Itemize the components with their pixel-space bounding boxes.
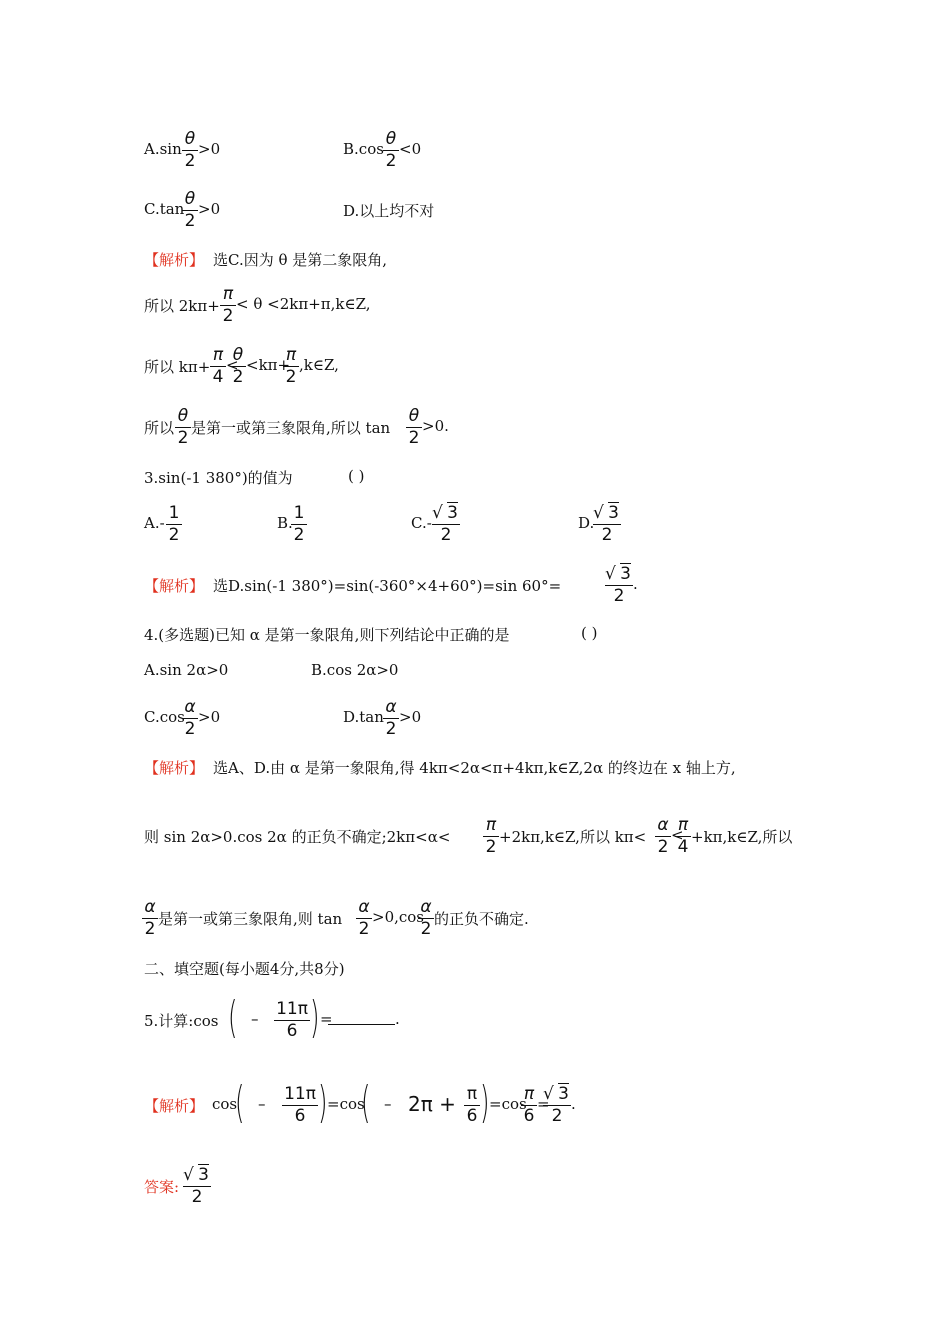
q2-option-a-prefix: A.sin: [144, 140, 182, 158]
q2-solution-text: 所以 kπ+: [144, 358, 211, 376]
fraction-pi-over-2: π 2: [283, 344, 299, 388]
q2-solution-text: 选C.因为 θ 是第二象限角,: [213, 251, 388, 269]
fraction-theta-over-2: θ 2: [182, 128, 198, 172]
answer-paren: ( ): [348, 467, 365, 485]
fraction-1-over-2: 1 2: [166, 502, 182, 546]
answer-blank[interactable]: [328, 1024, 395, 1025]
q4-solution-text: +2kπ,k∈Z,所以 kπ<: [499, 828, 647, 846]
q5-solution-text: cos: [212, 1095, 238, 1113]
q3-option-c: C.-: [411, 514, 432, 532]
q3-solution-text: 选D.sin(-1 380°)=sin(-360°×4+60°)=sin 60°=: [213, 577, 562, 595]
q5-stem: 5.计算:cos: [144, 1012, 219, 1030]
q2-option-c-prefix: C.tan: [144, 200, 185, 218]
q3-solution-end: .: [633, 575, 638, 593]
q4-option-d-prefix: D.tan: [343, 708, 384, 726]
q2-solution-text: 所以 2kπ+: [144, 297, 220, 315]
q5-solution-text: =cos: [327, 1095, 365, 1113]
q4-solution-text: 的正负不确定.: [434, 910, 529, 928]
fraction-theta-over-2: θ 2: [406, 405, 422, 449]
fraction-alpha-over-2: α 2: [418, 896, 434, 940]
q3-option-a: A.-: [144, 514, 165, 532]
fraction-root3-over-2: √ 3 2: [432, 502, 460, 546]
answer-label: 答案:: [144, 1178, 180, 1196]
sqrt-3: √ 3: [605, 564, 631, 584]
answer-paren: ( ): [581, 624, 598, 642]
analysis-tag: 【解析】: [144, 251, 205, 269]
q2-solution-text: <kπ+: [246, 356, 291, 374]
q4-option-c-prefix: C.cos: [144, 708, 185, 726]
q2-option-b-suffix: <0: [399, 140, 422, 158]
q2-solution-text: >0.: [422, 417, 449, 435]
analysis-tag: 【解析】: [144, 1097, 205, 1115]
q4-solution-text: >0,cos: [372, 908, 425, 926]
fraction-alpha-over-2: α 2: [142, 896, 158, 940]
fraction-theta-over-2: θ 2: [230, 344, 246, 388]
two-pi-plus: 2π +: [408, 1092, 456, 1116]
q2-solution-text: <: [226, 356, 239, 374]
fraction-root3-over-2: √ 3 2: [605, 563, 633, 607]
q2-solution-text: ,k∈Z,: [299, 356, 339, 374]
q2-option-c-suffix: >0: [198, 200, 221, 218]
q2-solution-text: 是第一或第三象限角,所以 tan: [191, 419, 391, 437]
analysis-tag: 【解析】: [144, 759, 205, 777]
q2-option-a-suffix: >0: [198, 140, 221, 158]
equals-sign: =: [320, 1010, 333, 1028]
fraction-pi-over-2: π 2: [483, 814, 499, 858]
q4-solution-text: 则 sin 2α>0.cos 2α 的正负不确定;2kπ<α<: [144, 828, 451, 846]
right-paren: ): [310, 992, 320, 1043]
fraction-pi-over-4: π 4: [675, 814, 691, 858]
fraction-pi-over-6: π 6: [464, 1083, 480, 1127]
fraction-root3-over-2: √ 3 2: [543, 1083, 571, 1127]
q4-solution-text: 选A、D.由 α 是第一象限角,得 4kπ<2α<π+4kπ,k∈Z,2α 的终边在 x 轴上方,: [213, 759, 736, 777]
fraction-theta-over-2: θ 2: [182, 188, 198, 232]
left-paren: (: [228, 992, 238, 1043]
fraction-pi-over-6: π 6: [521, 1083, 537, 1127]
fraction-11pi-over-6: 11π 6: [282, 1083, 318, 1127]
fraction-alpha-over-2: α 2: [182, 696, 198, 740]
q5-solution-end: .: [571, 1095, 576, 1113]
minus-sign: –: [384, 1095, 392, 1113]
q4-solution-text: <: [671, 826, 684, 844]
minus-sign: –: [251, 1010, 259, 1028]
q4-option-a: A.sin 2α>0: [144, 661, 229, 679]
q2-option-d: D.以上均不对: [343, 202, 435, 220]
sqrt-3: √ 3: [432, 503, 458, 523]
section-heading: 二、填空题(每小题4分,共8分): [144, 960, 345, 978]
q4-option-c-suffix: >0: [198, 708, 221, 726]
q4-option-b: B.cos 2α>0: [311, 661, 399, 679]
left-paren: (: [235, 1077, 245, 1128]
q2-option-b-prefix: B.cos: [343, 140, 384, 158]
sqrt-3: √ 3: [183, 1165, 209, 1185]
fraction-11pi-over-6: 11π 6: [274, 998, 310, 1042]
q5-solution-text: =: [537, 1095, 550, 1113]
fraction-pi-over-4: π 4: [210, 344, 226, 388]
q5-solution-text: =cos: [489, 1095, 527, 1113]
right-paren: ): [318, 1077, 328, 1128]
analysis-tag: 【解析】: [144, 577, 205, 595]
fraction-root3-over-2: √ 3 2: [183, 1164, 211, 1208]
fraction-alpha-over-2: α 2: [356, 896, 372, 940]
minus-sign: –: [258, 1095, 266, 1113]
sqrt-3: √ 3: [543, 1084, 569, 1104]
fraction-1-over-2: 1 2: [291, 502, 307, 546]
fraction-theta-over-2: θ 2: [175, 405, 191, 449]
q4-solution-text: +kπ,k∈Z,所以: [691, 828, 793, 846]
fraction-pi-over-2: π 2: [220, 283, 236, 327]
q3-option-d: D.: [578, 514, 595, 532]
q2-solution-text: < θ <2kπ+π,k∈Z,: [236, 295, 371, 313]
q2-solution-text: 所以: [144, 419, 175, 437]
q3-stem: 3.sin(-1 380°)的值为: [144, 469, 293, 487]
fraction-alpha-over-2: α 2: [655, 814, 671, 858]
q3-option-b: B.: [277, 514, 293, 532]
fraction-root3-over-2: √ 3 2: [593, 502, 621, 546]
left-paren: (: [361, 1077, 371, 1128]
q5-period: .: [395, 1010, 400, 1028]
fraction-alpha-over-2: α 2: [383, 696, 399, 740]
fraction-theta-over-2: θ 2: [383, 128, 399, 172]
sqrt-3: √ 3: [593, 503, 619, 523]
right-paren: ): [480, 1077, 490, 1128]
q4-stem: 4.(多选题)已知 α 是第一象限角,则下列结论中正确的是: [144, 626, 510, 644]
q4-solution-text: 是第一或第三象限角,则 tan: [158, 910, 343, 928]
q4-option-d-suffix: >0: [399, 708, 422, 726]
